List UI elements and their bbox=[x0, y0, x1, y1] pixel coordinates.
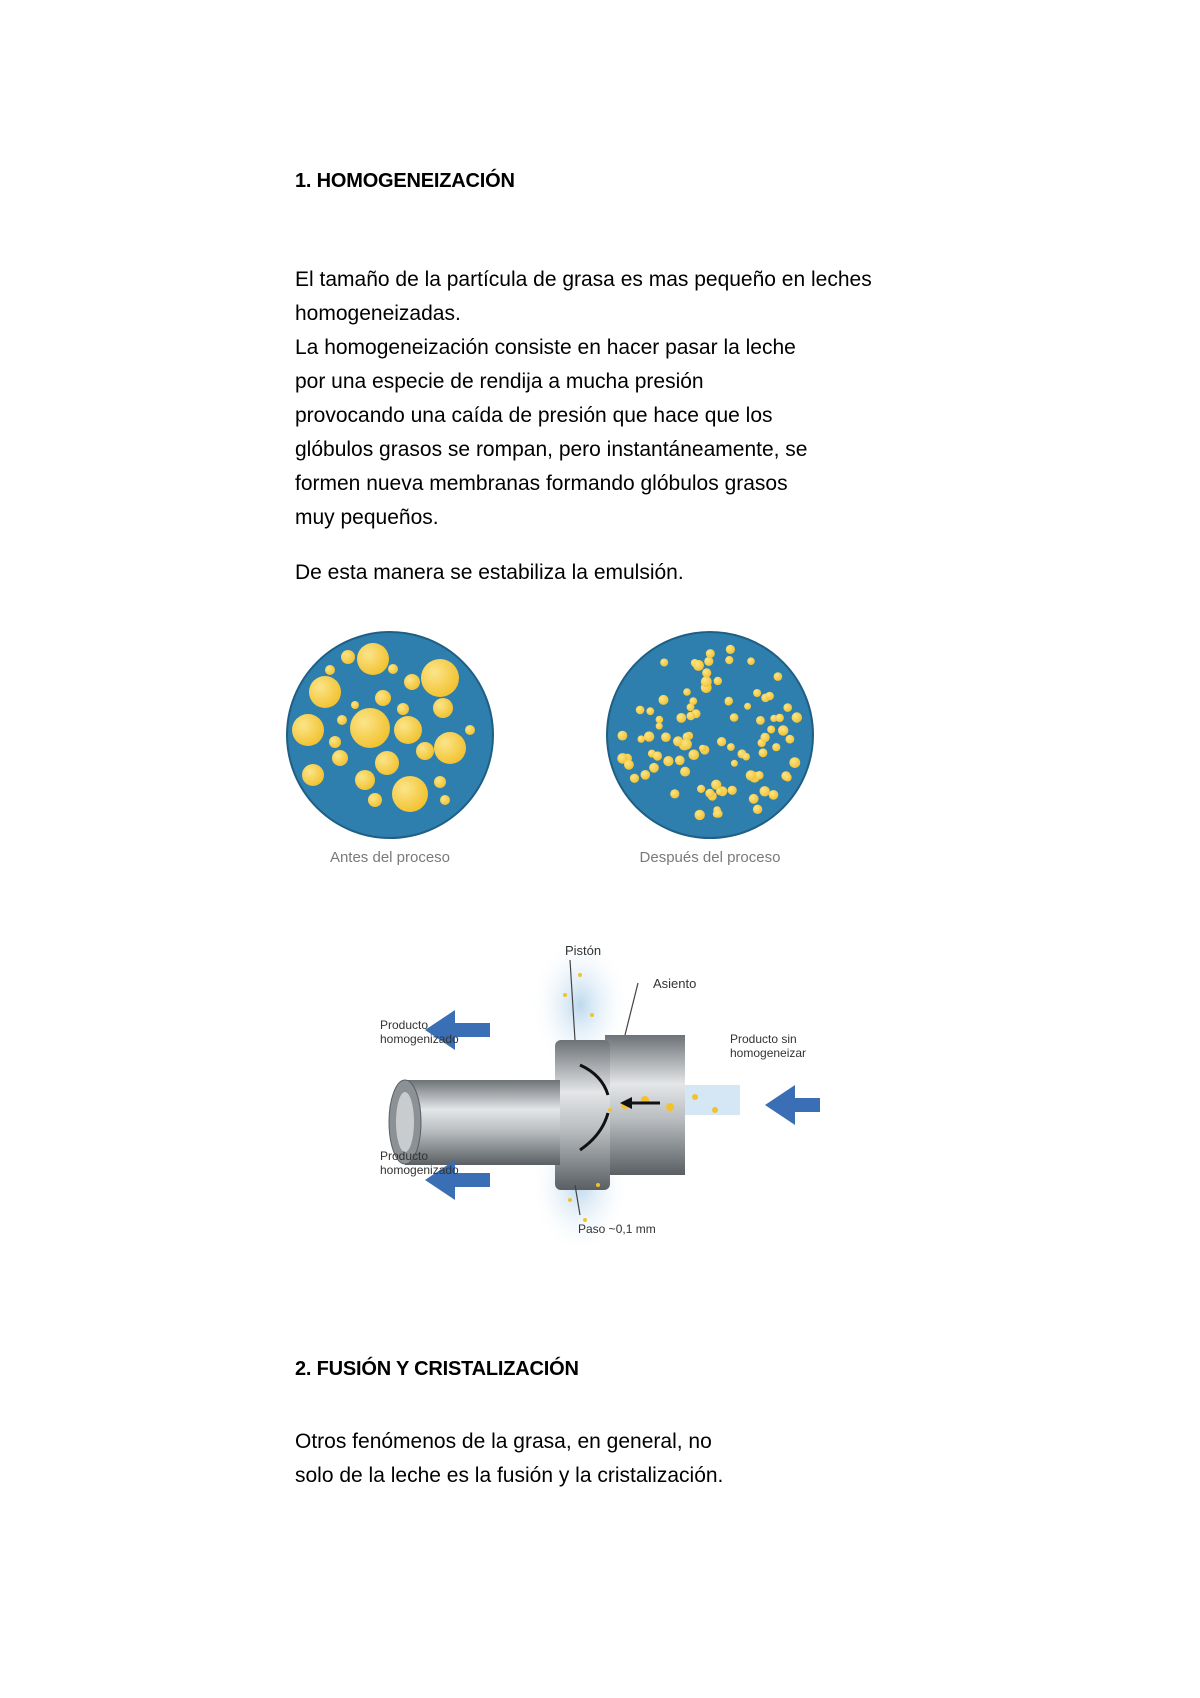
small-fat-globule bbox=[783, 703, 792, 712]
small-fat-globule bbox=[689, 697, 697, 705]
small-fat-globule bbox=[781, 727, 789, 735]
after-process-caption: Después del proceso bbox=[639, 849, 781, 866]
seat-label: Asiento bbox=[653, 976, 697, 991]
small-fat-globule bbox=[742, 753, 750, 761]
paragraph-line: El tamaño de la partícula de grasa es mas pequeño en leches bbox=[295, 268, 872, 291]
small-fat-globule bbox=[730, 713, 739, 722]
small-fat-globule bbox=[695, 810, 705, 820]
inflow-arrow bbox=[765, 1085, 820, 1125]
small-fat-globule bbox=[746, 770, 756, 780]
small-fat-globule bbox=[653, 751, 662, 760]
product-out-top-label-1: Producto bbox=[380, 1018, 429, 1032]
product-out-bottom-label-2: homogenizado bbox=[380, 1163, 459, 1177]
small-fat-globule bbox=[756, 716, 765, 725]
small-fat-globule bbox=[644, 731, 654, 741]
small-fat-globule bbox=[687, 712, 696, 721]
small-fat-globule bbox=[753, 689, 761, 697]
small-fat-globule bbox=[676, 713, 686, 723]
paragraph-line: formen nueva membranas formando glóbulos grasos bbox=[295, 472, 788, 495]
small-fat-globule bbox=[618, 731, 628, 741]
small-fat-globule bbox=[716, 788, 723, 795]
small-fat-globule bbox=[760, 786, 770, 796]
small-fat-globule bbox=[702, 668, 711, 677]
small-fat-globule bbox=[663, 756, 673, 766]
small-fat-globule bbox=[774, 672, 783, 681]
product-in-label-1: Producto sin bbox=[730, 1032, 797, 1046]
small-fat-globule bbox=[717, 737, 726, 746]
after-process-circle bbox=[607, 632, 813, 838]
paragraph-line: solo de la leche es la fusión y la cristalización. bbox=[295, 1464, 724, 1487]
small-fat-globule bbox=[693, 660, 704, 671]
small-fat-globule bbox=[755, 771, 764, 780]
small-fat-globule bbox=[726, 645, 735, 654]
paragraph-line: muy pequeños. bbox=[295, 506, 439, 529]
section2-paragraph bbox=[295, 1425, 723, 1493]
small-fat-globule bbox=[680, 767, 690, 777]
homogenizer-valve-diagram bbox=[370, 935, 820, 1245]
paragraph-line: La homogeneización consiste en hacer pasar la leche bbox=[295, 336, 796, 359]
paragraph-line: por una especie de rendija a mucha presión bbox=[295, 370, 704, 393]
small-fat-globule bbox=[765, 692, 774, 701]
small-fat-globule bbox=[656, 716, 664, 724]
small-fat-globule bbox=[630, 774, 639, 783]
small-fat-globule bbox=[646, 707, 654, 715]
product-in-label-2: homogeneizar bbox=[730, 1046, 807, 1060]
small-fat-globule bbox=[747, 657, 755, 665]
small-fat-globule bbox=[675, 756, 685, 766]
product-out-top-label-2: homogenizado bbox=[380, 1032, 459, 1046]
small-fat-globule bbox=[659, 695, 669, 705]
small-fat-globule bbox=[636, 706, 645, 715]
paragraph-line: glóbulos grasos se rompan, pero instantáneamente, se bbox=[295, 438, 808, 461]
small-fat-globule bbox=[714, 677, 722, 685]
small-fat-globule bbox=[656, 723, 663, 730]
small-fat-globule bbox=[725, 656, 733, 664]
small-fat-globule bbox=[731, 760, 738, 767]
fat-globules-figure bbox=[280, 630, 840, 880]
small-fat-globule bbox=[714, 810, 722, 818]
small-fat-globule bbox=[638, 735, 645, 742]
section1-paragraph bbox=[295, 263, 872, 535]
small-fat-globule bbox=[772, 743, 780, 751]
small-fat-globule bbox=[683, 688, 691, 696]
piston-label: Pistón bbox=[565, 943, 602, 958]
paragraph-line: provocando una caída de presión que hace que los bbox=[295, 404, 773, 427]
small-fat-globule bbox=[699, 745, 706, 752]
paragraph-line: homogeneizadas. bbox=[295, 302, 461, 325]
small-fat-globule bbox=[753, 805, 762, 814]
valve-piston bbox=[555, 1040, 610, 1190]
small-fat-globule bbox=[767, 726, 775, 734]
small-fat-globule bbox=[704, 657, 713, 666]
small-fat-globule bbox=[744, 703, 751, 710]
small-fat-globule bbox=[727, 743, 735, 751]
small-fat-globule bbox=[792, 712, 802, 722]
small-fat-globule bbox=[701, 676, 712, 687]
small-fat-globule bbox=[689, 750, 700, 761]
small-fat-globule bbox=[769, 790, 779, 800]
before-process-caption: Antes del proceso bbox=[329, 849, 451, 866]
before-process-circle bbox=[287, 632, 493, 838]
small-fat-globule bbox=[789, 757, 800, 768]
small-fat-globule bbox=[624, 760, 634, 770]
small-fat-globule bbox=[641, 770, 651, 780]
small-fat-globule bbox=[725, 697, 733, 705]
small-fat-globule bbox=[759, 748, 768, 757]
paragraph-line: Otros fenómenos de la grasa, en general, no bbox=[295, 1430, 712, 1453]
piston-rod bbox=[405, 1080, 560, 1165]
small-fat-globule bbox=[670, 789, 679, 798]
small-fat-globule bbox=[681, 739, 692, 750]
small-fat-globule bbox=[649, 763, 659, 773]
small-fat-globule bbox=[760, 733, 769, 742]
section2-heading: 2. FUSIÓN Y CRISTALIZACIÓN bbox=[295, 1358, 579, 1380]
gap-label: Paso ~0,1 mm bbox=[578, 1222, 656, 1236]
small-fat-globule bbox=[784, 774, 792, 782]
small-fat-globule bbox=[661, 732, 671, 742]
small-fat-globule bbox=[660, 659, 668, 667]
small-fat-globule bbox=[706, 649, 715, 658]
small-fat-globule bbox=[776, 714, 784, 722]
section1-closing: De esta manera se estabiliza la emulsión. bbox=[295, 561, 684, 584]
small-fat-globule bbox=[749, 794, 759, 804]
section1-heading: 1. HOMOGENEIZACIÓN bbox=[295, 170, 515, 192]
small-fat-globule bbox=[705, 789, 714, 798]
product-out-bottom-label-1: Producto bbox=[380, 1149, 429, 1163]
small-fat-globule bbox=[728, 786, 737, 795]
small-fat-globule bbox=[786, 735, 795, 744]
small-fat-globule bbox=[697, 785, 705, 793]
